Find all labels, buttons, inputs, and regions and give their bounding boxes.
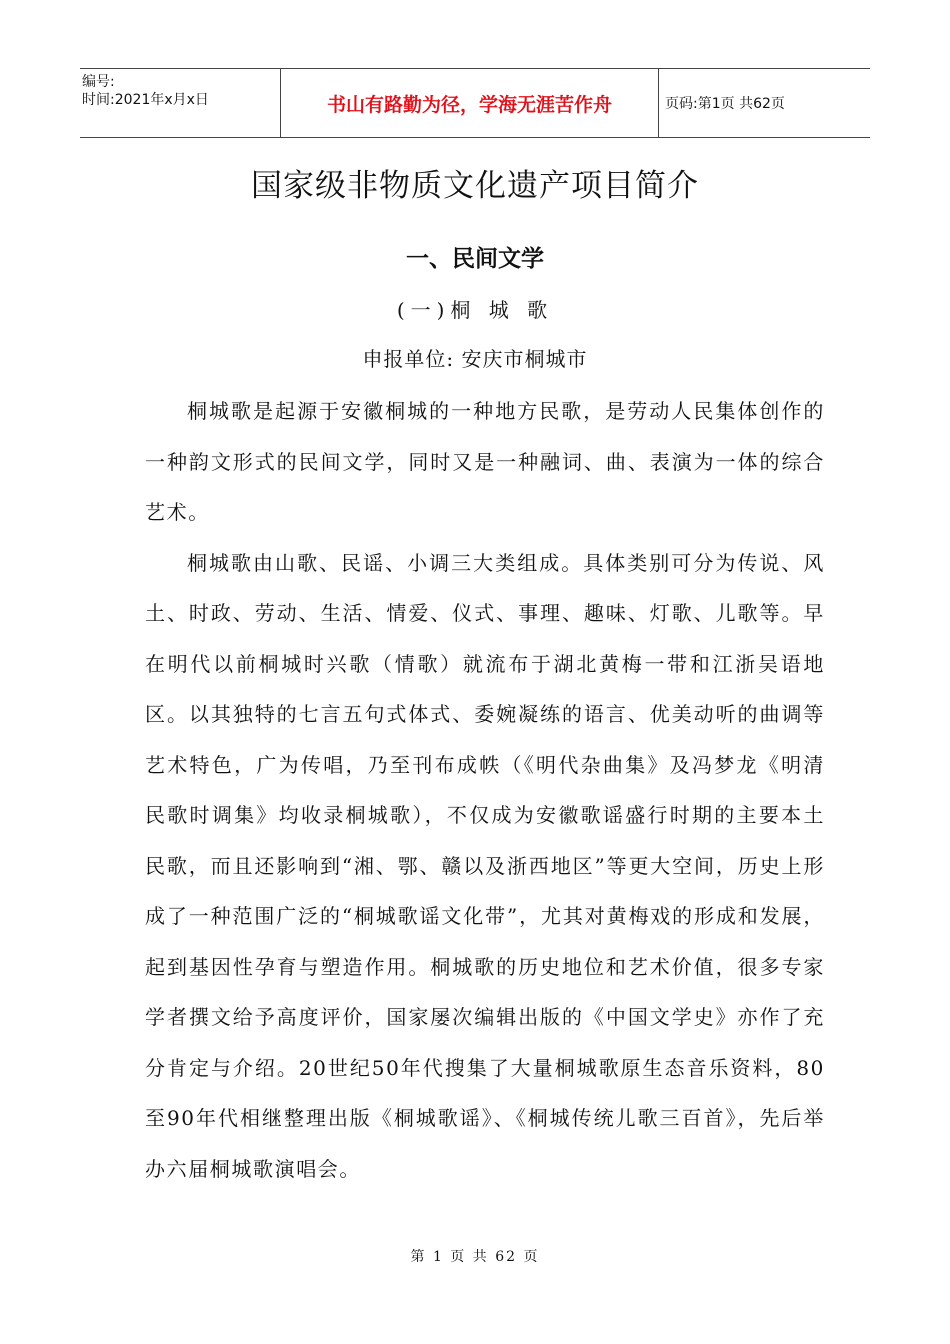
document-title: 国家级非物质文化遗产项目简介: [251, 168, 699, 204]
subsection-heading: (一)桐 城 歌: [396, 298, 554, 322]
paragraph: 桐城歌由山歌、民谣、小调三大类组成。具体类别可分为传说、风土、时政、劳动、生活、情爱、仪式、事理、趣味、灯歌、儿歌等。早在明代以前桐城时兴歌（情歌）就流布于湖北黄梅一带和江浙吴语地区。以其独特的七言五句式体式、委婉凝练的语言、优美动听的曲调等艺术特色，广为传唱，乃至刊布成帙（《明代杂曲集》及冯梦龙《明清民歌时调集》均收录桐城歌），不仅成为安徽歌谣盛行时期的主要本土民歌，而且还影响到“湘、鄂、赣以及浙西地区”等更大空间，历史上形成了一种范围广泛的“桐城歌谣文化带”，尤其对黄梅戏的形成和发展，起到基因性孕育与塑造作用。桐城歌的历史地位和艺术价值，很多专家学者撰文给予高度评价，国家屡次编辑出版的《中国文学史》亦作了充分肯定与介绍。20世纪50年代搜集了大量桐城歌原生态音乐资料，80至90年代相继整理出版《桐城歌谣》、《桐城传统儿歌三百首》，先后举办六届桐城歌演唱会。: [145, 550, 825, 1181]
document-time-label: 时间:2021年x月x日: [82, 92, 209, 108]
header-page-info: 页码:第1页 共62页: [665, 96, 785, 112]
page-footer: 第 1 页 共 62 页: [410, 1249, 540, 1265]
paragraph: 桐城歌是起源于安徽桐城的一种地方民歌，是劳动人民集体创作的一种韵文形式的民间文学，同时又是一种融词、曲、表演为一体的综合艺术。: [145, 399, 825, 524]
declaring-unit: 申报单位: 安庆市桐城市: [362, 347, 588, 371]
body-text: [145, 386, 825, 1194]
header-meta: [80, 69, 280, 137]
section-heading: 一、民间文学: [406, 246, 544, 272]
document-number-label: 编号:: [82, 74, 115, 90]
page-header: [80, 68, 870, 138]
header-motto: 书山有路勤为径，学海无涯苦作舟: [280, 69, 659, 137]
